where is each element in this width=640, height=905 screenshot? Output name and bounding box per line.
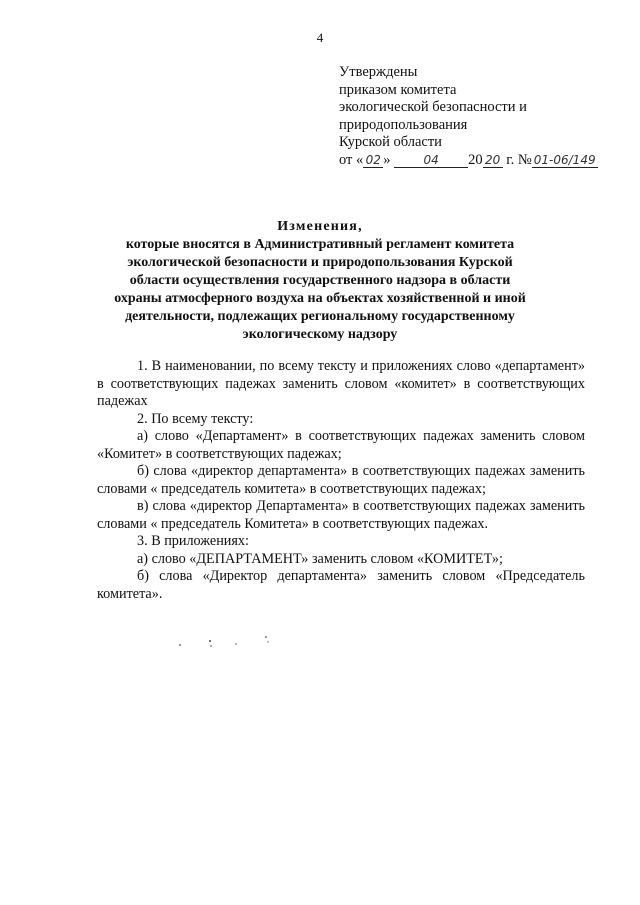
approval-line-2: приказом комитета — [339, 81, 457, 98]
date-year-label: г. — [506, 151, 515, 168]
order-number: 01-06/149 — [532, 153, 598, 168]
approval-line-4: природопользования — [339, 116, 468, 133]
date-year-prefix: 20 — [468, 151, 483, 168]
paragraph-3: 3. В приложениях: — [137, 533, 249, 549]
paragraph-2a: а) слово «Департамент» в соответствующих падежах заменить словом «Комитет» в соответствующих падежах; — [97, 428, 585, 462]
date-month: 04 — [394, 153, 468, 168]
paragraph-3a: а) слово «ДЕПАРТАМЕНТ» заменить словом «КОМИТЕТ»; — [137, 550, 503, 567]
approval-block — [339, 64, 629, 169]
heading-line-5: деятельности, подлежащих региональному государственному — [125, 309, 515, 324]
heading-line-1: которые вносятся в Административный регламент комитета — [125, 237, 515, 252]
heading-line-3: области осуществления государственного надзора в области — [129, 273, 511, 288]
paragraph-3b: б) слова «Директор департамента» заменить словом «Председатель комитета». — [97, 568, 585, 602]
approval-line-1: Утверждены — [339, 64, 418, 80]
heading-line-4: охраны атмосферного воздуха на объектах хозяйственной и иной — [114, 291, 526, 306]
heading-line-6: экологическому надзору — [242, 327, 398, 342]
page-number: 4 — [316, 30, 324, 45]
paragraph-2c: в) слова «директор Департамента» в соответствующих падежах заменить словами « председатель Комитета» в соответствующих падежах. — [97, 498, 585, 532]
approval-line-3: экологической безопасности и — [339, 99, 527, 115]
date-day-close: » — [383, 151, 391, 168]
paragraph-1: 1. В наименовании, по всему тексту и приложениях слово «департамент» в соответствующих падежах заменить словом «комитет» в соответствующих падежах — [97, 358, 585, 409]
document-body — [97, 358, 585, 603]
heading-title: Изменения, — [277, 219, 363, 234]
date-day: 02 — [363, 153, 383, 168]
document-heading — [100, 218, 540, 344]
heading-line-2: экологической безопасности и природопользования Курской — [127, 255, 513, 270]
scan-speckles — [176, 632, 296, 652]
number-sign: № — [517, 151, 532, 168]
date-prefix: от « — [339, 151, 364, 168]
approval-date-line — [339, 152, 629, 170]
date-year-suffix: 20 — [483, 153, 503, 168]
approval-line-5: Курской области — [339, 134, 442, 150]
paragraph-2: 2. По всему тексту: — [137, 410, 254, 427]
paragraph-2b: б) слова «директор департамента» в соответствующих падежах заменить словами « председатель комитета» в соответствующих падежах; — [97, 463, 585, 497]
